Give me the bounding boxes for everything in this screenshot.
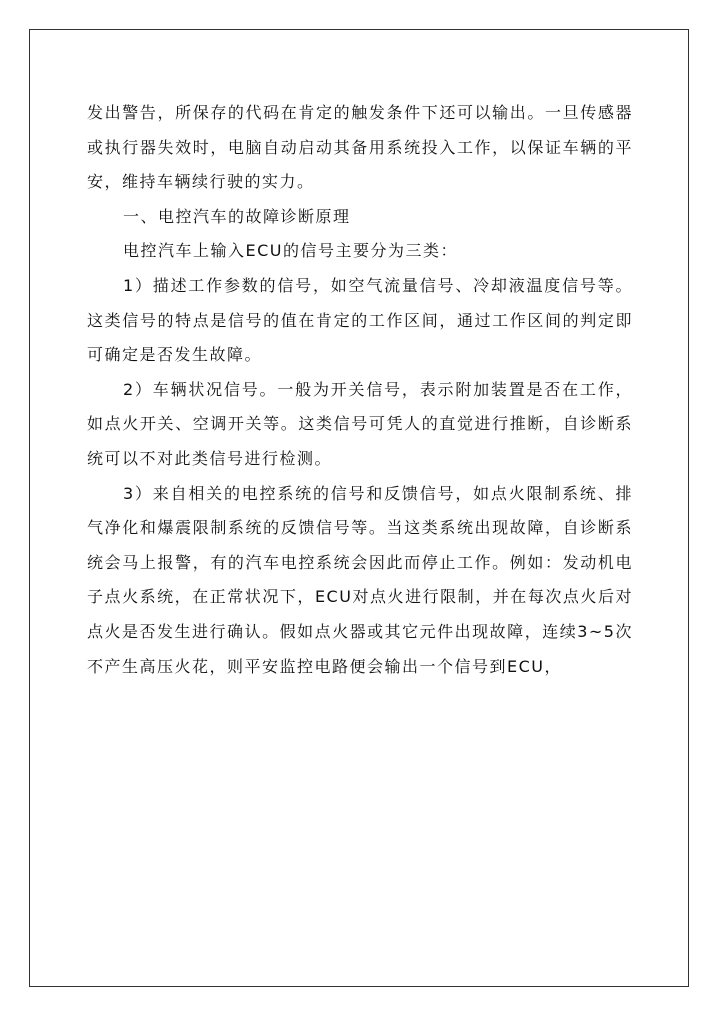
paragraph-item-3: 3）来自相关的电控系统的信号和反馈信号，如点火限制系统、排气净化和爆震限制系统的反馈信号等。当这类系统出现故障，自诊断系统会马上报警，有的汽车电控系统会因此而停止工作。例如：发动机电子点火系统，在正常状况下，ECU对点火进行限制，并在每次点火后对点火是否发生进行确认。假如点火器或其它元件出现故障，连续3~5次不产生高压火花，则平安监控电路便会输出一个信号到ECU， — [87, 483, 633, 676]
paragraph-item-1: 1）描述工作参数的信号，如空气流量信号、冷却液温度信号等。这类信号的特点是信号的值在肯定的工作区间，通过工作区间的判定即可确定是否发生故障。 — [87, 275, 633, 365]
section-heading: 一、电控汽车的故障诊断原理 — [123, 206, 351, 226]
paragraph-item-2: 2）车辆状况信号。一般为开关信号，表示附加装置是否在工作，如点火开关、空调开关等。这类信号可凭人的直觉进行推断，自诊断系统可以不对此类信号进行检测。 — [87, 379, 633, 468]
document-body — [87, 96, 633, 684]
paragraph-signal-types: 电控汽车上输入ECU的信号主要分为三类： — [123, 241, 458, 261]
paragraph-intro-continuation: 发出警告，所保存的代码在肯定的触发条件下还可以输出。一旦传感器或执行器失效时，电脑自动启动其备用系统投入工作，以保证车辆的平安，维持车辆续行驶的实力。 — [87, 103, 633, 192]
